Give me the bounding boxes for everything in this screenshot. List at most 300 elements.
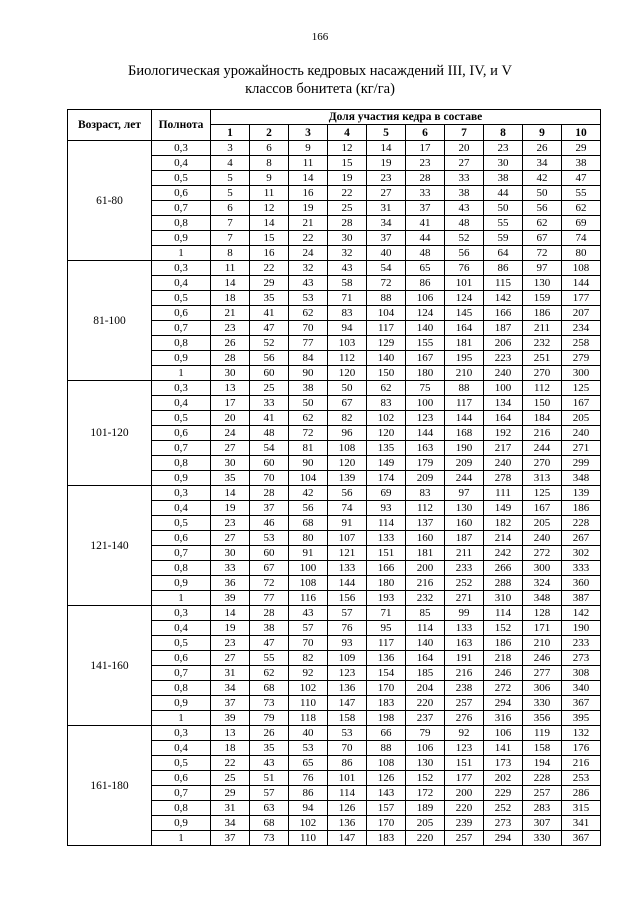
yield-cell: 67 [328,396,367,411]
yield-cell: 8 [250,156,289,171]
yield-cell: 102 [289,681,328,696]
yield-cell: 220 [406,696,445,711]
yield-cell: 181 [406,546,445,561]
density-cell: 0,5 [152,411,211,426]
yield-cell: 47 [250,321,289,336]
yield-cell: 96 [328,426,367,441]
yield-cell: 33 [211,561,250,576]
yield-cell: 164 [484,411,523,426]
yield-cell: 54 [250,441,289,456]
yield-cell: 53 [250,531,289,546]
yield-cell: 26 [250,726,289,741]
yield-cell: 158 [328,711,367,726]
yield-cell: 147 [328,696,367,711]
yield-cell: 40 [367,246,406,261]
yield-cell: 273 [484,816,523,831]
yield-cell: 177 [562,291,601,306]
yield-cell: 214 [484,531,523,546]
yield-cell: 183 [367,831,406,846]
yield-cell: 15 [250,231,289,246]
yield-cell: 11 [289,156,328,171]
yield-cell: 74 [562,231,601,246]
yield-cell: 193 [367,591,406,606]
yield-cell: 30 [211,366,250,381]
yield-cell: 189 [406,801,445,816]
yield-cell: 103 [328,336,367,351]
yield-cell: 23 [406,156,445,171]
yield-cell: 85 [406,606,445,621]
density-cell: 0,4 [152,396,211,411]
density-cell: 0,7 [152,201,211,216]
yield-cell: 40 [289,726,328,741]
yield-cell: 211 [445,546,484,561]
yield-cell: 77 [289,336,328,351]
yield-cell: 132 [562,726,601,741]
yield-cell: 56 [250,351,289,366]
yield-cell: 272 [484,681,523,696]
density-cell: 0,4 [152,621,211,636]
yield-cell: 141 [484,741,523,756]
yield-cell: 190 [562,621,601,636]
yield-cell: 192 [484,426,523,441]
yield-cell: 72 [250,576,289,591]
density-cell: 0,8 [152,681,211,696]
yield-cell: 28 [211,351,250,366]
yield-cell: 210 [523,636,562,651]
yield-cell: 14 [367,141,406,156]
yield-cell: 52 [445,231,484,246]
page-number: 166 [311,31,329,43]
age-header [68,110,152,141]
yield-cell: 44 [406,231,445,246]
yield-cell: 82 [328,411,367,426]
yield-cell: 232 [406,591,445,606]
yield-cell: 150 [367,366,406,381]
yield-cell: 129 [367,336,406,351]
yield-cell: 151 [367,546,406,561]
yield-cell: 52 [250,336,289,351]
yield-cell: 106 [484,726,523,741]
yield-cell: 114 [484,606,523,621]
yield-cell: 21 [289,216,328,231]
yield-cell: 100 [406,396,445,411]
yield-cell: 187 [445,531,484,546]
yield-cell: 76 [328,621,367,636]
yield-cell: 330 [523,831,562,846]
yield-cell: 36 [211,576,250,591]
yield-cell: 30 [328,231,367,246]
yield-cell: 278 [484,471,523,486]
density-cell: 0,7 [152,441,211,456]
yield-cell: 11 [250,186,289,201]
yield-cell: 155 [406,336,445,351]
yield-cell: 341 [562,816,601,831]
yield-cell: 173 [484,756,523,771]
yield-cell: 150 [523,396,562,411]
yield-cell: 71 [367,606,406,621]
yield-cell: 126 [328,801,367,816]
yield-cell: 184 [523,411,562,426]
yield-cell: 18 [211,291,250,306]
yield-cell: 9 [250,171,289,186]
yield-cell: 86 [328,756,367,771]
yield-cell: 135 [367,441,406,456]
yield-cell: 62 [523,216,562,231]
yield-cell: 23 [211,321,250,336]
yield-cell: 116 [289,591,328,606]
yield-cell: 316 [484,711,523,726]
yield-cell: 86 [289,786,328,801]
density-cell: 0,6 [152,426,211,441]
yield-cell: 19 [328,171,367,186]
yield-cell: 152 [406,771,445,786]
yield-cell: 164 [445,321,484,336]
yield-cell: 83 [328,306,367,321]
yield-cell: 43 [328,261,367,276]
yield-cell: 50 [523,186,562,201]
yield-cell: 91 [328,516,367,531]
yield-cell: 93 [328,636,367,651]
yield-cell: 43 [445,201,484,216]
table-row [68,381,601,396]
yield-cell: 5 [211,186,250,201]
density-cell: 0,6 [152,771,211,786]
yield-cell: 7 [211,216,250,231]
yield-cell: 32 [328,246,367,261]
yield-cell: 76 [445,261,484,276]
yield-cell: 68 [250,816,289,831]
yield-cell: 142 [562,606,601,621]
yield-cell: 29 [211,786,250,801]
yield-cell: 160 [445,516,484,531]
yield-cell: 77 [250,591,289,606]
title-line-1: Биологическая урожайность кедровых насаждений III, IV, и V [128,63,512,79]
yield-cell: 112 [406,501,445,516]
yield-cell: 253 [562,771,601,786]
yield-cell: 37 [211,696,250,711]
yield-cell: 117 [367,636,406,651]
yield-cell: 80 [289,531,328,546]
yield-cell: 166 [367,561,406,576]
yield-cell: 271 [445,591,484,606]
yield-cell: 16 [250,246,289,261]
yield-cell: 30 [484,156,523,171]
yield-cell: 145 [445,306,484,321]
density-cell: 0,7 [152,786,211,801]
yield-cell: 200 [406,561,445,576]
yield-cell: 101 [328,771,367,786]
yield-cell: 65 [406,261,445,276]
yield-cell: 367 [562,696,601,711]
yield-cell: 288 [484,576,523,591]
yield-cell: 133 [445,621,484,636]
yield-cell: 37 [250,501,289,516]
yield-cell: 134 [484,396,523,411]
yield-cell: 34 [211,681,250,696]
yield-cell: 75 [406,381,445,396]
yield-cell: 38 [562,156,601,171]
density-cell: 0,8 [152,216,211,231]
yield-cell: 191 [445,651,484,666]
yield-cell: 270 [523,366,562,381]
yield-cell: 48 [445,216,484,231]
share-col-header: 10 [562,125,601,141]
yield-cell: 41 [406,216,445,231]
age-group-cell: 81-100 [68,261,152,381]
yield-cell: 228 [562,516,601,531]
share-col-header: 4 [328,125,367,141]
yield-cell: 64 [484,246,523,261]
yield-cell: 6 [211,201,250,216]
yield-cell: 108 [367,756,406,771]
yield-cell: 177 [445,771,484,786]
yield-cell: 26 [211,336,250,351]
yield-cell: 114 [367,516,406,531]
yield-cell: 228 [523,771,562,786]
yield-cell: 74 [328,501,367,516]
yield-cell: 42 [289,486,328,501]
yield-cell: 38 [289,381,328,396]
yield-cell: 19 [367,156,406,171]
density-cell: 0,7 [152,666,211,681]
yield-cell: 104 [289,471,328,486]
density-cell: 0,6 [152,651,211,666]
yield-cell: 34 [211,816,250,831]
yield-cell: 37 [367,231,406,246]
yield-cell: 72 [289,426,328,441]
density-cell: 0,3 [152,486,211,501]
yield-cell: 252 [484,801,523,816]
yield-cell: 35 [250,741,289,756]
yield-cell: 53 [328,726,367,741]
yield-cell: 333 [562,561,601,576]
table-row [68,726,601,741]
yield-cell: 170 [367,681,406,696]
yield-cell: 72 [523,246,562,261]
yield-cell: 33 [250,396,289,411]
table-row [68,486,601,501]
yield-cell: 30 [211,546,250,561]
yield-cell: 240 [562,426,601,441]
yield-cell: 25 [328,201,367,216]
yield-cell: 216 [562,756,601,771]
yield-cell: 167 [523,501,562,516]
yield-cell: 35 [211,471,250,486]
yield-cell: 136 [328,816,367,831]
yield-cell: 106 [406,741,445,756]
yield-cell: 27 [211,441,250,456]
yield-cell: 58 [328,276,367,291]
yield-cell: 27 [367,186,406,201]
yield-cell: 144 [328,576,367,591]
yield-cell: 144 [406,426,445,441]
yield-cell: 187 [484,321,523,336]
header-row [68,110,601,125]
yield-cell: 97 [445,486,484,501]
yield-cell: 91 [289,546,328,561]
yield-cell: 23 [211,636,250,651]
density-cell: 0,3 [152,606,211,621]
yield-cell: 168 [445,426,484,441]
yield-cell: 233 [562,636,601,651]
yield-cell: 88 [367,291,406,306]
yield-cell: 117 [367,321,406,336]
yield-cell: 81 [289,441,328,456]
yield-cell: 205 [562,411,601,426]
yield-cell: 195 [445,351,484,366]
yield-cell: 46 [250,516,289,531]
yield-cell: 123 [406,411,445,426]
yield-cell: 17 [211,396,250,411]
yield-cell: 110 [289,831,328,846]
yield-cell: 62 [562,201,601,216]
yield-cell: 59 [484,231,523,246]
age-header-label: Возраст, лет [77,118,142,131]
yield-cell: 39 [211,591,250,606]
yield-cell: 31 [211,801,250,816]
yield-cell: 109 [328,651,367,666]
yield-cell: 147 [328,831,367,846]
yield-cell: 73 [250,831,289,846]
yield-cell: 25 [250,381,289,396]
yield-cell: 3 [211,141,250,156]
yield-cell: 102 [367,411,406,426]
yield-cell: 110 [289,696,328,711]
yield-cell: 156 [328,591,367,606]
yield-cell: 198 [367,711,406,726]
yield-cell: 43 [250,756,289,771]
yield-cell: 258 [562,336,601,351]
yield-cell: 294 [484,831,523,846]
yield-cell: 151 [445,756,484,771]
age-group-cell: 101-120 [68,381,152,486]
yield-cell: 111 [484,486,523,501]
yield-cell: 66 [367,726,406,741]
yield-cell: 220 [445,801,484,816]
yield-cell: 43 [289,606,328,621]
yield-cell: 34 [523,156,562,171]
yield-cell: 272 [523,546,562,561]
yield-cell: 239 [445,816,484,831]
yield-cell: 23 [484,141,523,156]
yield-cell: 108 [328,441,367,456]
yield-cell: 121 [328,546,367,561]
yield-cell: 93 [367,501,406,516]
yield-cell: 167 [562,396,601,411]
density-cell: 0,9 [152,231,211,246]
yield-cell: 294 [484,696,523,711]
yield-cell: 86 [406,276,445,291]
yield-cell: 120 [328,456,367,471]
yield-cell: 277 [523,666,562,681]
density-cell: 0,9 [152,471,211,486]
yield-cell: 140 [406,636,445,651]
density-cell: 0,9 [152,351,211,366]
yield-cell: 28 [250,606,289,621]
yield-cell: 79 [250,711,289,726]
yield-cell: 257 [445,696,484,711]
yield-cell: 204 [406,681,445,696]
yield-cell: 83 [406,486,445,501]
yield-cell: 112 [328,351,367,366]
yield-cell: 299 [562,456,601,471]
yield-cell: 108 [289,576,328,591]
density-cell: 0,3 [152,726,211,741]
yield-cell: 172 [406,786,445,801]
yield-cell: 140 [367,351,406,366]
yield-cell: 24 [289,246,328,261]
yield-cell: 102 [289,816,328,831]
yield-cell: 14 [211,276,250,291]
yield-cell: 29 [562,141,601,156]
density-cell: 0,9 [152,816,211,831]
yield-cell: 23 [211,516,250,531]
yield-cell: 71 [328,291,367,306]
density-cell: 0,3 [152,141,211,156]
density-cell: 0,6 [152,306,211,321]
yield-cell: 205 [523,516,562,531]
density-cell: 1 [152,711,211,726]
yield-cell: 13 [211,381,250,396]
yield-cell: 104 [367,306,406,321]
yield-cell: 220 [406,831,445,846]
yield-cell: 190 [445,441,484,456]
yield-cell: 126 [367,771,406,786]
yield-cell: 136 [367,651,406,666]
table-row [68,141,601,156]
yield-cell: 62 [289,411,328,426]
yield-cell: 183 [367,696,406,711]
yield-cell: 15 [328,156,367,171]
yield-cell: 207 [562,306,601,321]
yield-cell: 144 [445,411,484,426]
yield-cell: 310 [484,591,523,606]
yield-cell: 117 [445,396,484,411]
density-cell: 0,5 [152,516,211,531]
yield-cell: 70 [250,471,289,486]
yield-cell: 108 [562,261,601,276]
yield-cell: 69 [562,216,601,231]
yield-cell: 55 [250,651,289,666]
yield-cell: 62 [250,666,289,681]
yield-cell: 206 [484,336,523,351]
yield-cell: 95 [367,621,406,636]
yield-cell: 17 [406,141,445,156]
yield-cell: 92 [445,726,484,741]
density-cell: 0,4 [152,276,211,291]
yield-cell: 22 [328,186,367,201]
yield-cell: 67 [523,231,562,246]
yield-cell: 210 [445,366,484,381]
yield-cell: 88 [367,741,406,756]
yield-cell: 283 [523,801,562,816]
yield-cell: 55 [562,186,601,201]
yield-cell: 360 [562,576,601,591]
yield-cell: 387 [562,591,601,606]
yield-cell: 34 [367,216,406,231]
yield-cell: 97 [523,261,562,276]
yield-cell: 50 [484,201,523,216]
yield-cell: 356 [523,711,562,726]
yield-cell: 68 [289,516,328,531]
yield-cell: 216 [406,576,445,591]
share-header: Доля участия кедра в составе [211,110,601,125]
yield-cell: 13 [211,726,250,741]
share-col-header: 1 [211,125,250,141]
density-cell: 0,3 [152,261,211,276]
yield-cell: 28 [250,486,289,501]
yield-cell: 101 [445,276,484,291]
